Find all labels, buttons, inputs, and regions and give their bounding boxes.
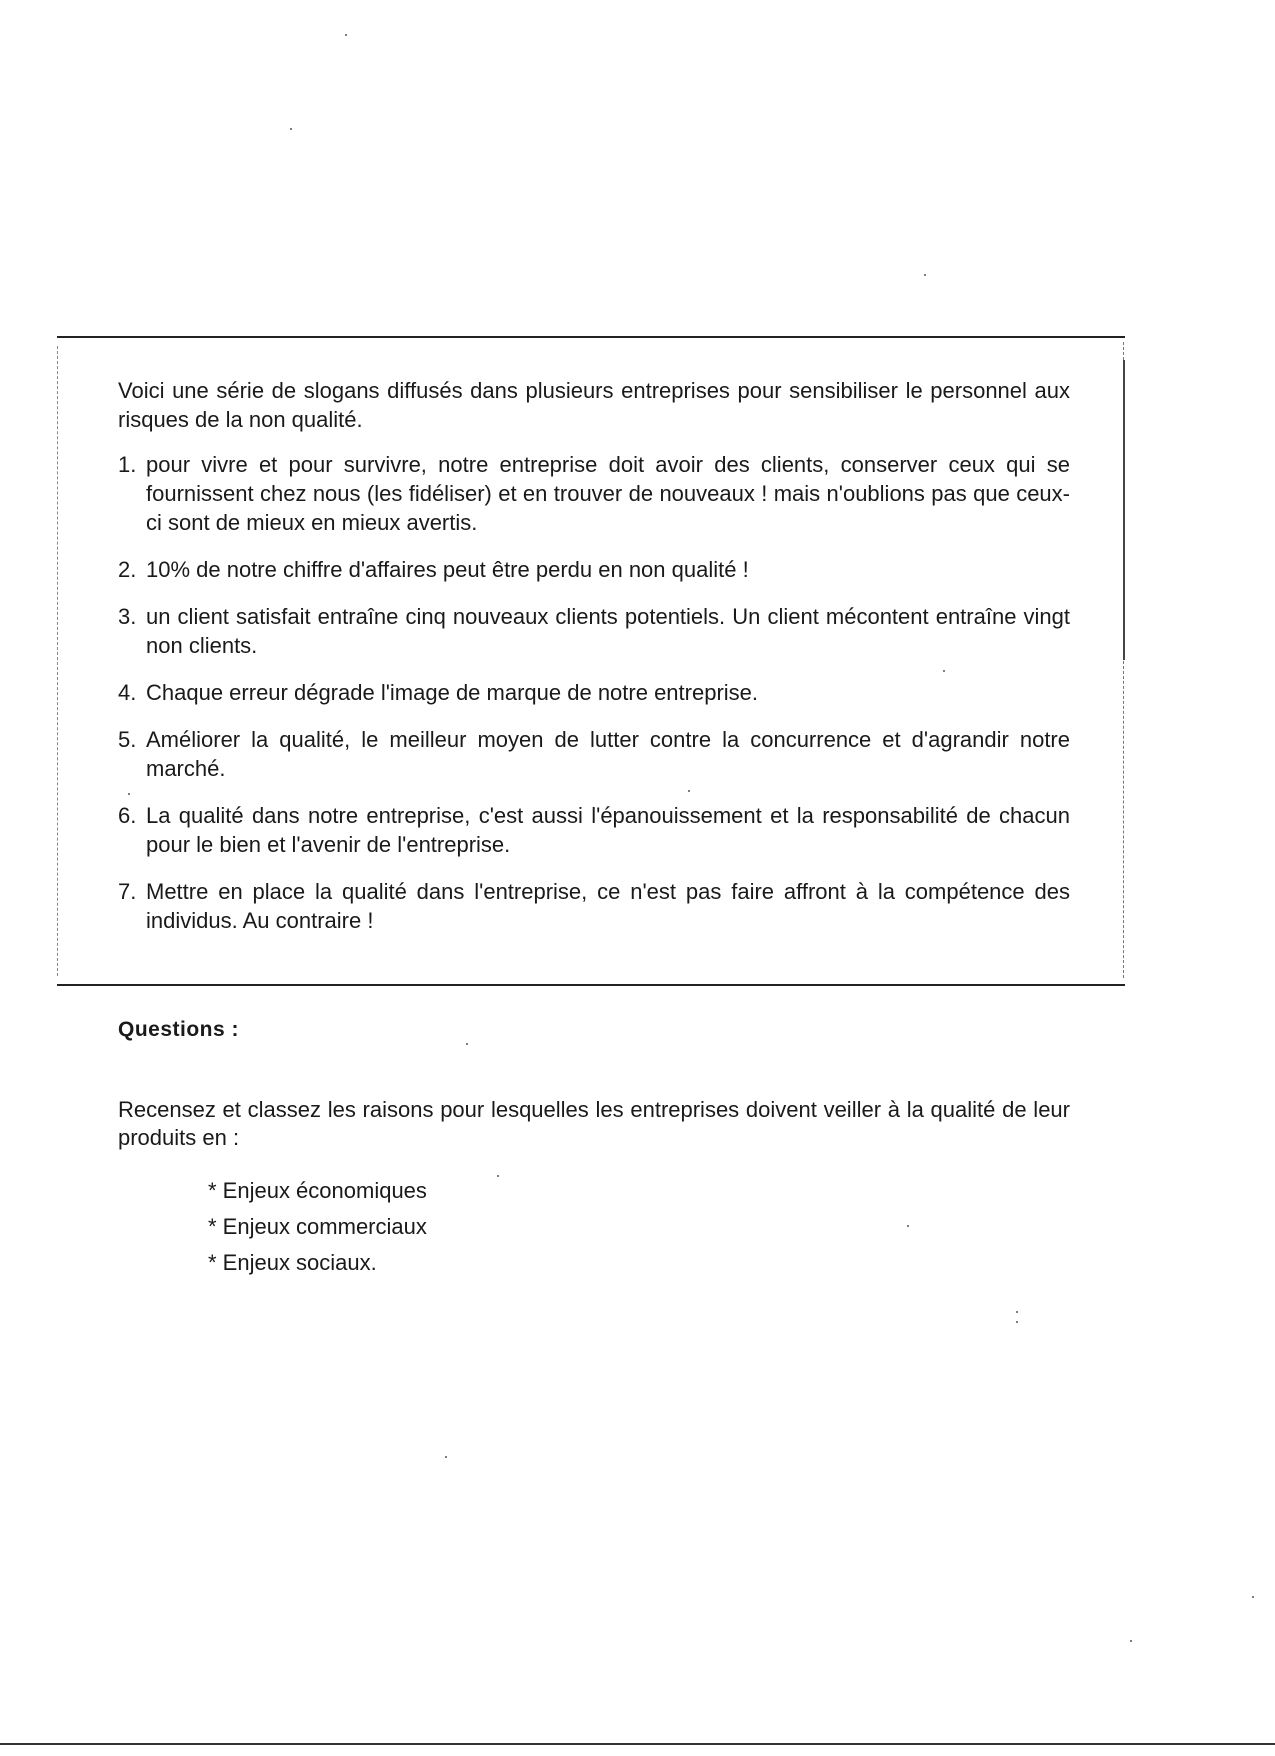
slogan-item: [118, 678, 1070, 707]
box-top-rule: [57, 336, 1125, 338]
slogan-item: [118, 725, 1070, 783]
box-right-edge-solid: [1123, 360, 1125, 660]
slogan-text: Mettre en place la qualité dans l'entreprise, ce n'est pas faire affront à la compétence des individus. Au contraire !: [146, 879, 1070, 933]
scan-speck: [688, 790, 690, 792]
scan-speck: [345, 34, 347, 36]
scan-speck: [497, 1175, 499, 1177]
scan-speck: [1016, 1311, 1018, 1313]
box-bottom-rule: [57, 984, 1125, 986]
enjeux-list: [208, 1173, 427, 1281]
slogan-item: [118, 450, 1070, 537]
enjeux-item: * Enjeux commerciaux: [208, 1214, 427, 1239]
slogan-number: 5.: [118, 727, 137, 752]
scan-speck: [466, 1043, 468, 1045]
slogan-box: [57, 336, 1125, 986]
slogan-text: pour vivre et pour survivre, notre entreprise doit avoir des clients, conserver ceux qui se fournissent chez nous (les fidéliser) et en trouver de nouveaux ! mais n'oublions pas que ceux-ci sont de mieux en mieux avertis.: [146, 452, 1070, 535]
slogan-number: 6.: [118, 803, 137, 828]
slogan-list: [118, 450, 1070, 953]
slogan-number: 1.: [118, 452, 137, 477]
slogan-item: [118, 555, 1070, 584]
slogan-text: Améliorer la qualité, le meilleur moyen de lutter contre la concurrence et d'agrandir notre marché.: [146, 727, 1070, 781]
scan-speck: [1252, 1596, 1254, 1598]
scan-speck: [290, 128, 292, 130]
bottom-rule: [0, 1743, 1275, 1745]
slogan-number: 4.: [118, 680, 137, 705]
enjeux-item: * Enjeux sociaux.: [208, 1250, 377, 1275]
box-left-edge: [57, 346, 58, 976]
scan-speck: [1016, 1321, 1018, 1323]
slogan-item: [118, 602, 1070, 660]
scan-speck: [445, 1456, 447, 1458]
scan-speck: [128, 793, 130, 795]
slogan-text: un client satisfait entraîne cinq nouveaux clients potentiels. Un client mécontent entraîne vingt non clients.: [146, 604, 1070, 658]
slogan-text: Chaque erreur dégrade l'image de marque de notre entreprise.: [146, 680, 759, 705]
enjeux-item: * Enjeux économiques: [208, 1178, 427, 1203]
slogan-number: 2.: [118, 557, 137, 582]
slogan-number: 3.: [118, 604, 137, 629]
scan-speck: [924, 274, 926, 276]
slogan-text: 10% de notre chiffre d'affaires peut être perdu en non qualité !: [146, 557, 749, 582]
slogan-text: La qualité dans notre entreprise, c'est aussi l'épanouissement et la responsabilité de chacun pour le bien et l'avenir de l'entreprise.: [146, 803, 1070, 857]
slogan-item: [118, 877, 1070, 935]
intro-paragraph: Voici une série de slogans diffusés dans plusieurs entreprises pour sensibiliser le personnel aux risques de la non qualité.: [118, 378, 1070, 432]
slogan-item: [118, 801, 1070, 859]
question-paragraph: Recensez et classez les raisons pour lesquelles les entreprises doivent veiller à la qualité de leur produits en :: [118, 1097, 1070, 1150]
scan-speck: [907, 1225, 909, 1227]
scan-speck: [1130, 1640, 1132, 1642]
scan-speck: [943, 670, 945, 672]
slogan-number: 7.: [118, 879, 137, 904]
questions-heading: Questions :: [118, 1018, 240, 1041]
